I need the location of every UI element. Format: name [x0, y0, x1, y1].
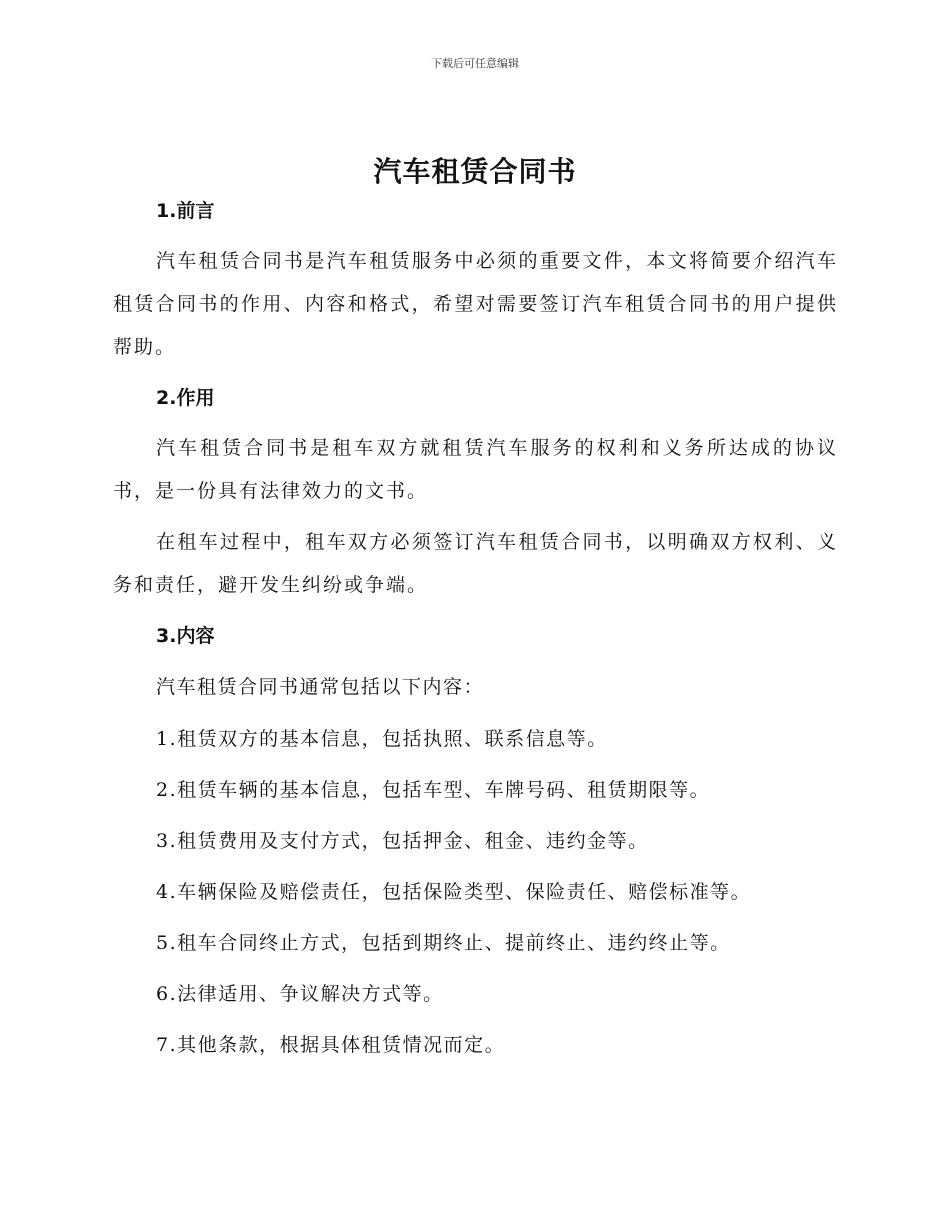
document-body [113, 195, 838, 1062]
list-item: 3.租赁费用及支付方式，包括押金、租金、违约金等。 [156, 830, 649, 852]
document-title: 汽车租赁合同书 [373, 155, 577, 188]
paragraph-purpose-2: 在租车过程中，租车双方必须签订汽车租赁合同书，以明确双方权利、义务和责任，避开发生纠纷或争端。 [113, 531, 838, 596]
list-item: 7.其他条款，根据具体租赁情况而定。 [156, 1034, 506, 1056]
list-item: 4.车辆保险及赔偿责任，包括保险类型、保险责任、赔偿标准等。 [156, 881, 752, 903]
section-heading-preface: 1.前言 [156, 200, 215, 222]
header-note: 下载后可任意编辑 [431, 57, 519, 70]
list-item: 6.法律适用、争议解决方式等。 [156, 983, 444, 1005]
paragraph-preface: 汽车租赁合同书是汽车租赁服务中必须的重要文件，本文将简要介绍汽车租赁合同书的作用、内容和格式，希望对需要签订汽车租赁合同书的用户提供帮助。 [113, 250, 838, 358]
paragraph-purpose-1: 汽车租赁合同书是租车双方就租赁汽车服务的权利和义务所达成的协议书，是一份具有法律效力的文书。 [113, 437, 838, 502]
list-item: 5.租车合同终止方式，包括到期终止、提前终止、违约终止等。 [156, 932, 731, 954]
section-heading-content: 3.内容 [156, 625, 215, 647]
section-heading-purpose: 2.作用 [156, 387, 215, 409]
list-item: 2.租赁车辆的基本信息，包括车型、车牌号码、租赁期限等。 [156, 779, 711, 801]
content-intro: 汽车租赁合同书通常包括以下内容： [156, 676, 485, 698]
list-item: 1.租赁双方的基本信息，包括执照、联系信息等。 [156, 728, 608, 750]
